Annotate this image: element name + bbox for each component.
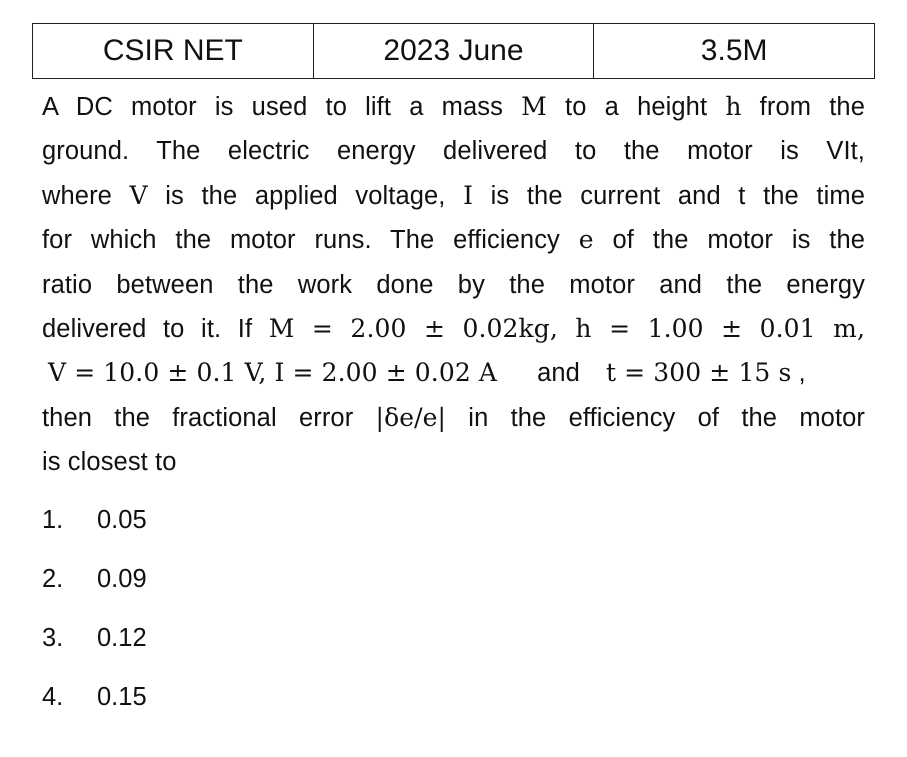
option-3[interactable] (42, 614, 147, 673)
question-line-1: A DC motor is used to lift a mass M to a height h from the (42, 92, 865, 121)
question-line-4: for which the motor runs. The efficiency e of the motor is the (42, 225, 866, 255)
question-line-7: V = 10.0 ± 0.1 V, I = 2.00 ± 0.02 A and t = 300 ± 15 s , (48, 358, 806, 388)
question-line-9: is closest to (42, 448, 177, 477)
math-voltage-current-values: V = 10.0 ± 0.1 V, I = 2.00 ± 0.02 A (48, 358, 498, 388)
math-fractional-error: |δe/e| (375, 402, 447, 432)
option-4[interactable] (42, 673, 147, 732)
option-number: 2. (42, 565, 64, 593)
math-efficiency-symbol: e (578, 225, 594, 255)
question-line-6: delivered to it. If M = 2.00 ± 0.02kg, h = 1.00 ± 0.01 m, (42, 314, 865, 344)
marks-cell: 3.5M (594, 24, 875, 79)
math-height-symbol: h (725, 92, 742, 121)
option-value: 0.12 (97, 624, 147, 652)
option-number: 1. (42, 506, 64, 534)
math-current-symbol: I (463, 180, 474, 210)
answer-options (42, 496, 147, 732)
header-row (33, 24, 875, 79)
question-line-5: ratio between the work done by the motor and the energy (42, 270, 865, 299)
math-voltage-symbol: V (129, 180, 148, 210)
math-mass-symbol: M (521, 92, 547, 121)
option-number: 4. (42, 683, 64, 711)
question-line-8: then the fractional error |δe/e| in the efficiency of the motor (42, 402, 866, 432)
option-value: 0.15 (97, 683, 147, 711)
option-value: 0.09 (97, 565, 147, 593)
question-header-table (32, 23, 875, 79)
math-mass-height-values: M = 2.00 ± 0.02kg, h = 1.00 ± 0.01 m, (268, 314, 865, 344)
option-2[interactable] (42, 555, 147, 614)
question-line-2: ground. The electric energy delivered to the motor is VIt, (42, 137, 865, 166)
option-1[interactable] (42, 496, 147, 555)
exam-name-cell: CSIR NET (33, 24, 314, 79)
exam-session-cell: 2023 June (313, 24, 594, 79)
question-line-3: where V is the applied voltage, I is the current and t the time (42, 180, 866, 210)
question-text (42, 85, 865, 485)
option-value: 0.05 (97, 506, 147, 534)
option-number: 3. (42, 624, 64, 652)
math-time-value: t = 300 ± 15 s (605, 358, 792, 388)
